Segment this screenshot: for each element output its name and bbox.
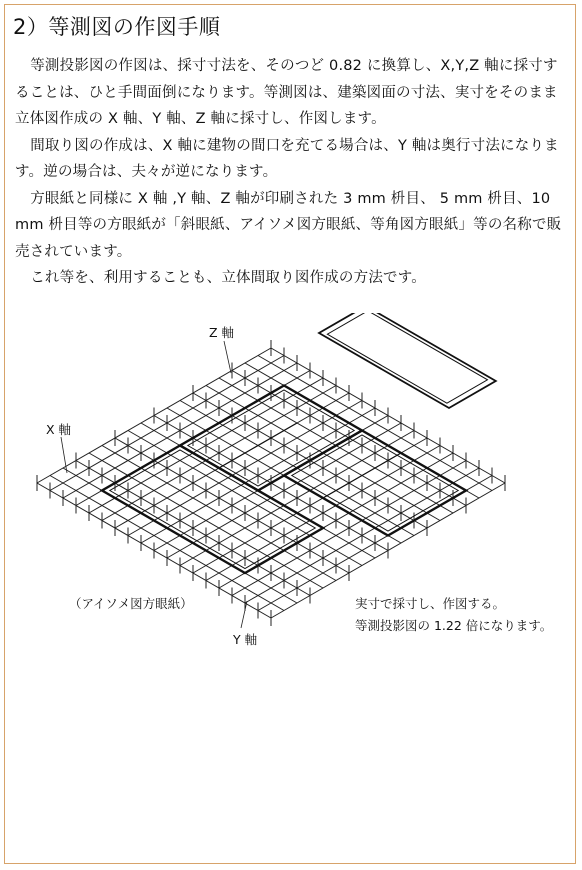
- y-axis-pointer: [241, 601, 247, 628]
- paper-label: （アイソメ図方眼紙）: [69, 596, 193, 611]
- x-axis-label: X 軸: [46, 422, 72, 437]
- paragraph: 方眼紙と同様に X 軸 ,Y 軸、Z 軸が印刷された 3 mm 枡目、 5 mm 枡目、10 mm 枡目等の方眼紙が「斜眼紙、アイソメ図方眼紙、等角図方眼紙」等の名称で販売されています。: [15, 190, 562, 260]
- body-text: [15, 53, 571, 292]
- z-axis-label: Z 軸: [209, 325, 235, 340]
- isometric-grid-figure: [19, 313, 569, 655]
- upper-floor-plan-inner: [327, 313, 487, 403]
- upper-floor-plan: [319, 313, 496, 408]
- y-axis-label: Y 軸: [233, 632, 258, 647]
- caption-line-2: 等測投影図の 1.22 倍になります。: [355, 618, 553, 633]
- paragraph: これ等を、利用することも、立体間取り図作成の方法です。: [30, 270, 426, 286]
- figure-caption: [355, 593, 552, 637]
- paragraph: 間取り図の作成は、X 軸に建物の間口を充てる場合は、Y 軸は奥行寸法になります。逆の場合は、夫々が逆になります。: [15, 137, 559, 180]
- section-title: 2）等測図の作図手順: [13, 15, 221, 39]
- paragraph: 等測投影図の作図は、採寸寸法を、そのつど 0.82 に換算し、X,Y,Z 軸に採寸することは、ひと手間面倒になります。等測図は、建築図面の寸法、実寸をそのまま立体図作成の X 軸、Y 軸、Z 軸に採寸し、作図します。: [15, 58, 558, 127]
- z-axis-pointer: [224, 341, 231, 373]
- caption-line-1: 実寸で採寸し、作図する。: [355, 596, 506, 611]
- page: [4, 4, 576, 864]
